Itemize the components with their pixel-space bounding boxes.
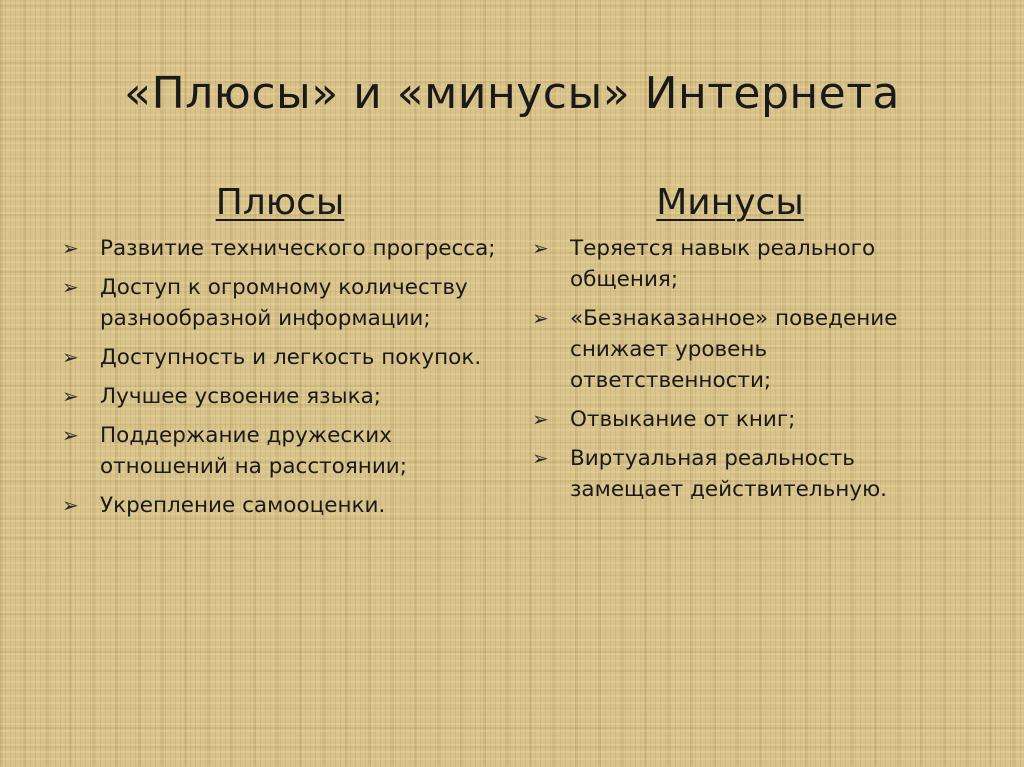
list-item: ➢ «Безнаказанное» поведение снижает уровень ответственности; bbox=[530, 303, 970, 396]
list-item: ➢ Доступ к огромному количеству разнообразной информации; bbox=[60, 272, 510, 334]
cons-column bbox=[530, 182, 970, 513]
arrowhead-bullet-icon: ➢ bbox=[62, 384, 79, 408]
list-item: ➢ Доступность и легкость покупок. bbox=[60, 342, 510, 373]
list-item: ➢ Поддержание дружеских отношений на расстоянии; bbox=[60, 420, 510, 482]
pros-heading: Плюсы bbox=[215, 182, 345, 223]
arrowhead-bullet-icon: ➢ bbox=[62, 275, 79, 299]
cons-heading: Минусы bbox=[656, 182, 804, 223]
arrowhead-bullet-icon: ➢ bbox=[532, 446, 549, 470]
pros-column bbox=[60, 182, 510, 529]
list-item: ➢ Укрепление самооценки. bbox=[60, 490, 510, 521]
pros-list bbox=[60, 233, 510, 521]
list-item: ➢ Лучшее усвоение языка; bbox=[60, 381, 510, 412]
arrowhead-bullet-icon: ➢ bbox=[62, 493, 79, 517]
arrowhead-bullet-icon: ➢ bbox=[62, 423, 79, 447]
arrowhead-bullet-icon: ➢ bbox=[532, 236, 549, 260]
slide-title: «Плюсы» и «минусы» Интернета bbox=[124, 68, 900, 119]
arrowhead-bullet-icon: ➢ bbox=[532, 306, 549, 330]
arrowhead-bullet-icon: ➢ bbox=[62, 345, 79, 369]
list-item: ➢ Виртуальная реальность замещает действительную. bbox=[530, 443, 970, 505]
cons-list bbox=[530, 233, 970, 505]
list-item: ➢ Теряется навык реального общения; bbox=[530, 233, 970, 295]
arrowhead-bullet-icon: ➢ bbox=[62, 236, 79, 260]
list-item: ➢ Развитие технического прогресса; bbox=[60, 233, 510, 264]
list-item: ➢ Отвыкание от книг; bbox=[530, 404, 970, 435]
arrowhead-bullet-icon: ➢ bbox=[532, 407, 549, 431]
